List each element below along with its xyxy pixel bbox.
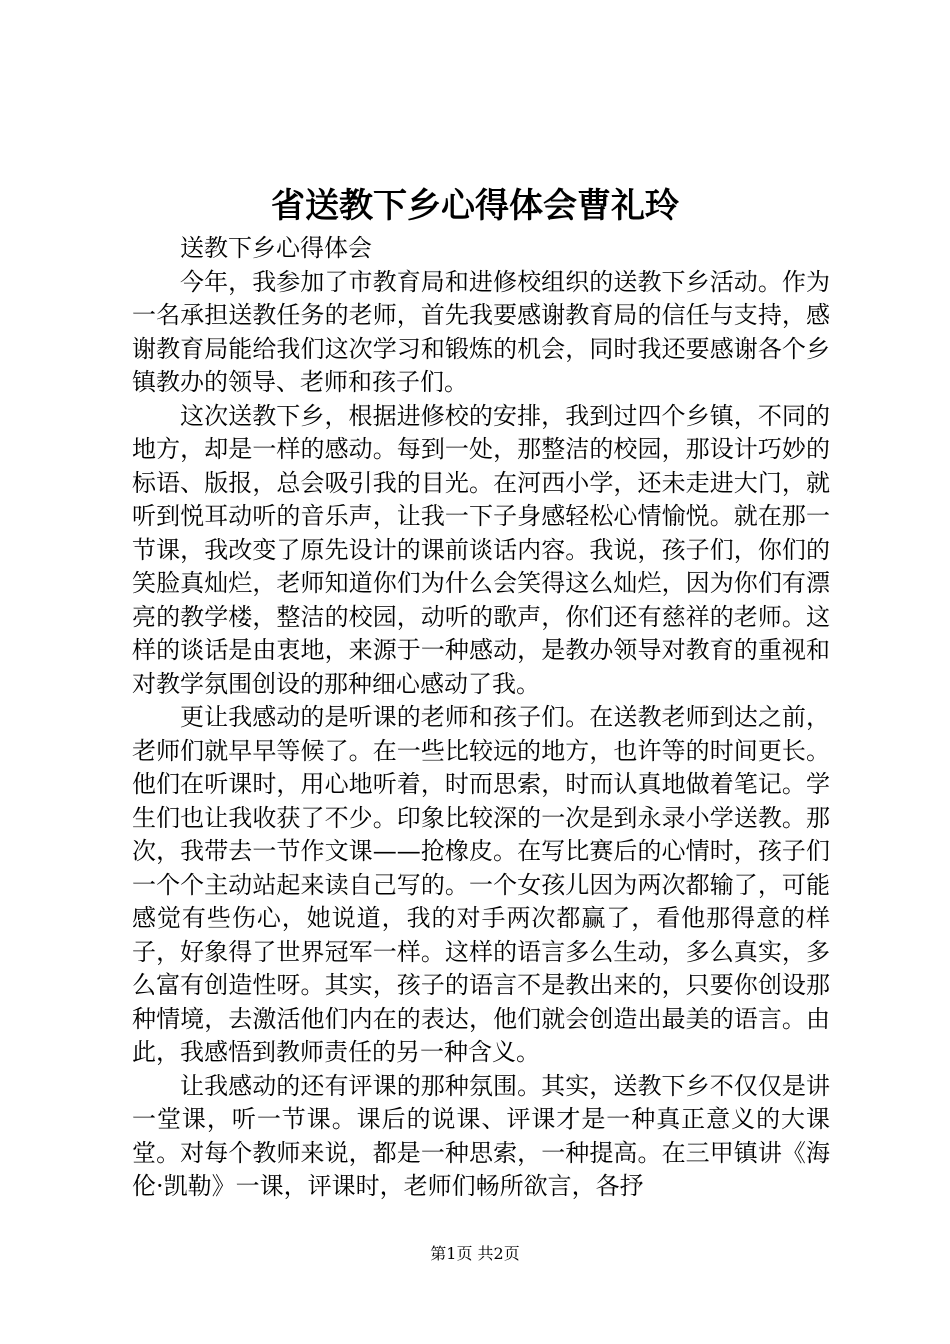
document-title: 省送教下乡心得体会曹礼玲	[271, 186, 679, 226]
page-footer: 第1页 共2页	[430, 1244, 520, 1263]
body-paragraph: 更让我感动的是听课的老师和孩子们。在送教老师到达之前，老师们就早早等候了。在一些比较远的地方，也许等的时间更长。他们在听课时，用心地听着，时而思索，时而认真地做着笔记。学生们也让我收获了不少。印象比较深的一次是到永录小学送教。那次，我带去一节作文课——抢橡皮。在写比赛后的心情时，孩子们一个个主动站起来读自己写的。一个女孩儿因为两次都输了，可能感觉有些伤心，她说道，我的对手两次都赢了，看他那得意的样子，好象得了世界冠军一样。这样的语言多么生动，多么真实，多么富有创造性呀。其实，孩子的语言不是教出来的，只要你创设那种情境，去激活他们内在的表达，他们就会创造出最美的语言。由此，我感悟到教师责任的另一种含义。	[132, 703, 830, 1066]
body-paragraph: 送教下乡心得体会	[180, 234, 372, 262]
body-paragraph: 让我感动的还有评课的那种氛围。其实，送教下乡不仅仅是讲一堂课，听一节课。课后的说课、评课才是一种真正意义的大课堂。对每个教师来说，都是一种思索，一种提高。在三甲镇讲《海伦·凯勒》一课，评课时，老师们畅所欲言，各抒	[132, 1071, 830, 1200]
document-body	[132, 232, 830, 1204]
body-paragraph: 这次送教下乡，根据进修校的安排，我到过四个乡镇，不同的地方，却是一样的感动。每到一处，那整洁的校园，那设计巧妙的标语、版报，总会吸引我的目光。在河西小学，还未走进大门，就听到悦耳动听的音乐声，让我一下子身感轻松心情愉悦。就在那一节课，我改变了原先设计的课前谈话内容。我说，孩子们，你们的笑脸真灿烂，老师知道你们为什么会笑得这么灿烂，因为你们有漂亮的教学楼，整洁的校园，动听的歌声，你们还有慈祥的老师。这样的谈话是由衷地，来源于一种感动，是教办领导对教育的重视和对教学氛围创设的那种细心感动了我。	[132, 401, 830, 698]
body-paragraph: 今年，我参加了市教育局和进修校组织的送教下乡活动。作为一名承担送教任务的老师，首先我要感谢教育局的信任与支持，感谢教育局能给我们这次学习和锻炼的机会，同时我还要感谢各个乡镇教办的领导、老师和孩子们。	[132, 267, 830, 396]
